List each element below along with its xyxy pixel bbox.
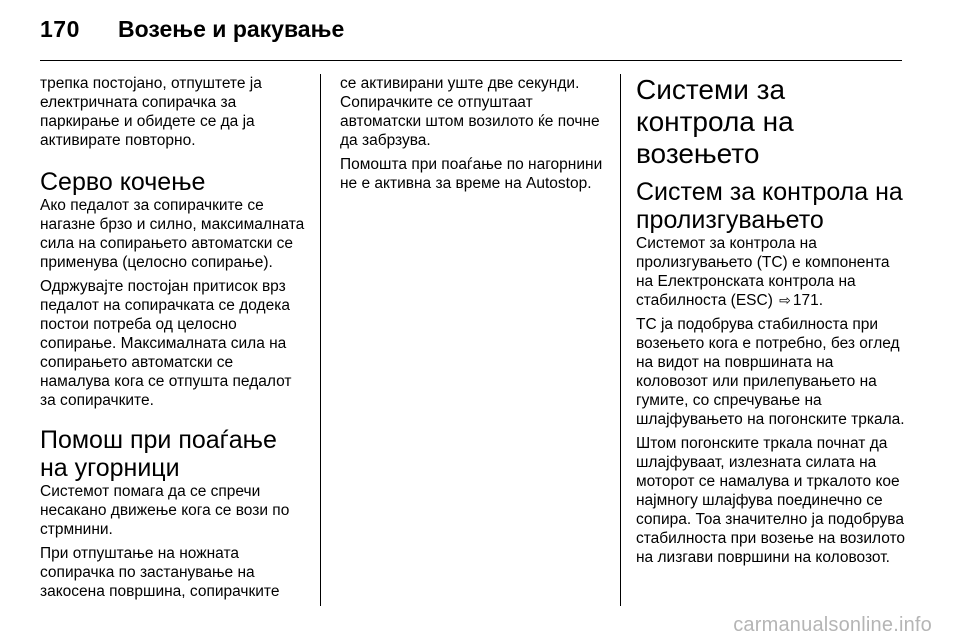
hill-start-paragraph-1: Системот помага да се спречи несакано движење кога се вози по стрмнини.	[40, 483, 290, 538]
traction-control-text: Системот за контрола на пролизгувањето (TC) е компонента на Електронската контрола на стабилноста (ESC)	[636, 235, 890, 309]
traction-control-paragraph-3: Штом погонските тркала почнат да шлајфуваат, излезната силата на моторот се намалува и тркалото кое најмногу шлајфува поединечно се сопира. Тоа значително ја подобрува стабилноста при возење на возилото на лизгави површини на коловозот.	[636, 435, 906, 566]
hill-start-heading: Помош при поаѓање на угорници	[40, 426, 277, 482]
hill-start-paragraph-3: се активирани уште две секунди. Сопирачките се отпуштаат автоматски штом возилото ќе почне да забрзува.	[340, 75, 600, 149]
servo-paragraph-1: Ако педалот за сопирачките се нагазне брзо и силно, максималната сила на сопирањето автоматски се применува (целосно сопирање).	[40, 197, 305, 271]
traction-control-heading: Систем за контрола на пролизгувањето	[636, 178, 903, 234]
traction-control-paragraph-2: TC ја подобрува стабилноста при возењето кога е потребно, без оглед на видот на површината на коловозот или прилепувањето на гумите, со спречување на шлајфувањето на погонските тркала.	[636, 316, 905, 428]
servo-paragraph-2: Одржувајте постојан притисок врз педалот на сопирачката се додека постои потреба од целосно сопирање. Максималната сила на сопирањето автоматски се намалува кога се отпушта педалот за сопирачките.	[40, 278, 292, 409]
page-reference-arrow-icon: ⇨	[779, 292, 791, 308]
hill-start-paragraph-4: Помошта при поаѓање по нагорнини не е активна за време на Autostop.	[340, 156, 603, 192]
watermark: carmanualsonline.info	[733, 614, 932, 636]
page-number: 170	[40, 16, 80, 42]
column-1	[40, 74, 306, 606]
header-rule	[40, 60, 902, 61]
column-3	[636, 74, 906, 572]
page-reference-link[interactable]: 171.	[792, 292, 824, 309]
traction-control-paragraph-1	[636, 234, 906, 310]
column-divider-right	[620, 74, 621, 606]
intro-paragraph: трепка постојано, отпуштете ја електричната сопирачка за паркирање и обидете се да ја активирате повторно.	[40, 75, 262, 149]
column-divider-left	[320, 74, 321, 606]
column-2	[340, 74, 606, 198]
page-header-title: Возење и ракување	[118, 16, 345, 42]
servo-braking-heading: Серво кочење	[40, 168, 206, 196]
driving-control-systems-heading: Системи за контрола на возењето	[636, 74, 794, 169]
hill-start-paragraph-2: При отпуштање на ножната сопирачка по застанување на закосена површина, сопирачките	[40, 545, 280, 600]
